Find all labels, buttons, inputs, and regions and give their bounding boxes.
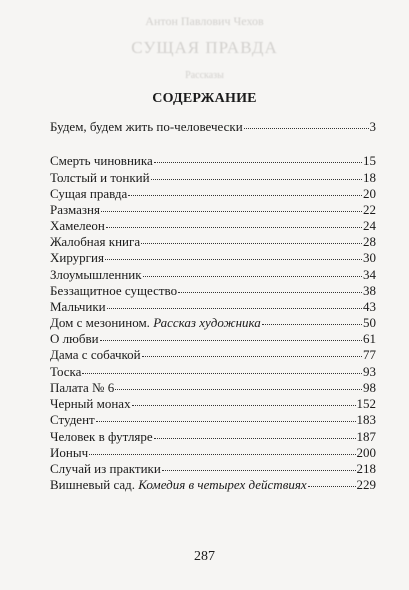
toc-entry: [50, 347, 376, 363]
toc-entry-title: Тоска: [50, 364, 82, 379]
toc-entry: [50, 119, 376, 135]
toc-leader-dots: [128, 195, 362, 196]
toc-entry-page: 50: [363, 315, 376, 330]
toc-leader-dots: [143, 276, 362, 277]
toc-entry: [50, 250, 376, 266]
toc-leader-dots: [154, 162, 362, 163]
toc-heading: СОДЕРЖАНИЕ: [152, 91, 257, 106]
toc-entry-title: Хамелеон: [50, 218, 105, 233]
toc-leader-dots: [132, 405, 356, 406]
toc-entry-page: 22: [363, 202, 376, 217]
toc-entry-title: Мальчики: [50, 299, 106, 314]
toc-leader-dots: [141, 243, 362, 244]
page-number: 287: [194, 549, 215, 564]
toc-entry: [50, 170, 376, 186]
toc-entry-title: Жалобная книга: [50, 234, 141, 249]
toc-leader-dots: [96, 421, 356, 422]
toc-entry-title: Вишневый сад. Комедия в четырех действиях: [50, 477, 307, 492]
toc-entry-page: 200: [356, 445, 376, 460]
toc-entry-page: 187: [356, 429, 376, 444]
toc-leader-dots: [89, 454, 355, 455]
toc-entry-title: Хирургия: [50, 250, 104, 265]
toc-entry-title: Черный монах: [50, 396, 131, 411]
toc-entry-title: Сущая правда: [50, 186, 128, 201]
toc-leader-dots: [107, 308, 362, 309]
toc-entry-title: О любви: [50, 331, 99, 346]
toc-entry: [50, 186, 376, 202]
toc-entry-page: 34: [363, 267, 376, 282]
toc-entry: [50, 202, 376, 218]
toc-leader-dots: [105, 259, 362, 260]
toc-leader-dots: [142, 356, 362, 357]
toc-entry: [50, 234, 376, 250]
toc-entry: [50, 429, 376, 445]
toc-leader-dots: [115, 389, 362, 390]
toc-leader-dots: [154, 438, 356, 439]
toc-entry: [50, 267, 376, 283]
toc-entry-title: Толстый и тонкий: [50, 170, 150, 185]
toc-entry-title: Злоумышленник: [50, 267, 142, 282]
toc-entry-page: 30: [363, 250, 376, 265]
toc-leader-dots: [178, 292, 362, 293]
toc-leader-dots: [244, 128, 369, 129]
toc-entry-title: Будем, будем жить по-человечески: [50, 119, 243, 134]
bleed-through-subtitle: Рассказы: [185, 70, 224, 81]
toc-entry-page: 20: [363, 186, 376, 201]
bleed-through-author: Антон Павлович Чехов: [145, 14, 264, 28]
bleed-through-title: СУЩАЯ ПРАВДА: [131, 38, 278, 57]
toc-entry-page: 15: [363, 153, 376, 168]
toc-entry-page: 18: [363, 170, 376, 185]
toc-entry-page: 3: [369, 119, 376, 134]
toc-entry-page: 152: [356, 396, 376, 411]
toc-entry: [50, 396, 376, 412]
toc-entry-title: Дама с собачкой: [50, 347, 141, 362]
toc-entry-page: 43: [363, 299, 376, 314]
toc-entry-title: Случай из практики: [50, 461, 161, 476]
toc-entry: [50, 331, 376, 347]
toc-entry: [50, 461, 376, 477]
toc-entry-page: 38: [363, 283, 376, 298]
toc-entry-title: Дом с мезонином. Рассказ художника: [50, 315, 261, 330]
toc-entry: [50, 283, 376, 299]
toc-entry: [50, 364, 376, 380]
toc-entry-title: Палата № 6: [50, 380, 115, 395]
toc-leader-dots: [82, 373, 362, 374]
toc-entry-title: Размазня: [50, 202, 100, 217]
toc-leader-dots: [308, 486, 356, 487]
toc-entry-page: 61: [363, 331, 376, 346]
toc-entry-page: 28: [363, 234, 376, 249]
toc-leader-dots: [106, 227, 362, 228]
toc-entry: [50, 445, 376, 461]
toc-entry-page: 229: [356, 477, 376, 492]
toc-entry: [50, 412, 376, 428]
toc-entry-page: 218: [356, 461, 376, 476]
toc-entry: [50, 218, 376, 234]
toc-entry-page: 183: [356, 412, 376, 427]
toc-leader-dots: [101, 211, 362, 212]
toc-entry-page: 24: [363, 218, 376, 233]
toc-entry-page: 93: [363, 364, 376, 379]
toc-entry-title: Ионыч: [50, 445, 89, 460]
toc-leader-dots: [162, 470, 356, 471]
toc-entry: [50, 380, 376, 396]
toc-entry-page: 98: [363, 380, 376, 395]
toc-leader-dots: [151, 179, 362, 180]
toc-entry: [50, 299, 376, 315]
toc-entry-title: Беззащитное существо: [50, 283, 178, 298]
toc-leader-dots: [262, 324, 362, 325]
toc-entry: [50, 153, 376, 169]
toc-entry-page: 77: [363, 347, 376, 362]
toc-entry-title: Человек в футляре: [50, 429, 153, 444]
toc-entry-title: Студент: [50, 412, 95, 427]
toc-leader-dots: [100, 340, 362, 341]
toc-entry: [50, 315, 376, 331]
toc-entry-title: Смерть чиновника: [50, 153, 153, 168]
toc-entry: [50, 477, 376, 493]
